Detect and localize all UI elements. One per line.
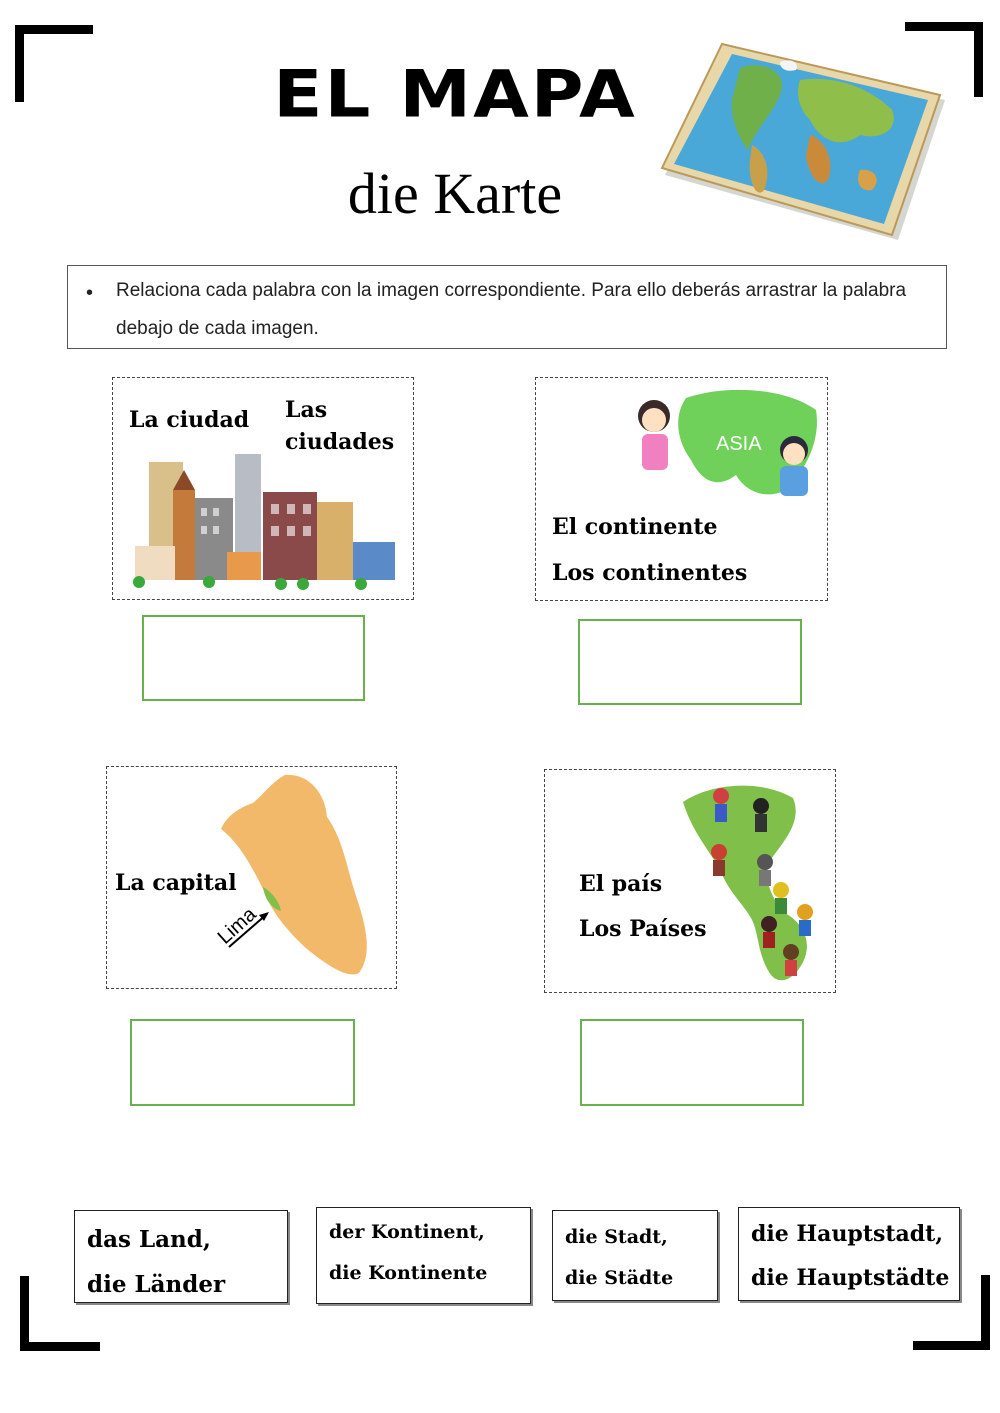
world-map-image [660,40,950,245]
word-tile-die-stadt[interactable] [552,1210,718,1301]
card-capital-label: La capital [115,870,237,896]
card-capital [106,766,397,989]
asia-map-label: ASIA [716,433,762,455]
instruction-text: Relaciona cada palabra con la imagen correspondiente. Para ello deberás arrastrar la palabra debajo de cada imagen. [116,280,907,339]
asia-children-image [616,380,826,515]
americas-people-image [673,772,837,992]
card-ciudad-label-singular: La ciudad [129,407,250,433]
lima-label: Lima [213,903,261,949]
instruction-box [67,265,947,349]
card-continente [535,377,828,601]
word-tile-line-1: der Kontinent, [329,1221,485,1243]
word-tile-line-2: die Hauptstädte [751,1265,950,1291]
city-buildings-image [131,442,403,592]
drop-zone-continente[interactable] [578,619,802,705]
corner-bracket-bottom-right [981,1275,990,1350]
word-tile-line-1: die Hauptstadt, [751,1221,943,1247]
page-title: EL MAPA [273,56,637,132]
word-tile-line-1: die Stadt, [565,1226,668,1248]
word-tile-line-2: die Kontinente [329,1262,488,1284]
card-pais [544,769,836,993]
word-tile-das-land[interactable] [74,1210,288,1303]
drop-zone-ciudad[interactable] [142,615,365,701]
word-tile-die-hauptstadt[interactable] [738,1207,960,1301]
corner-bracket-top-right [905,22,983,31]
corner-bracket-bottom-left [20,1276,29,1351]
card-continente-label-singular: El continente [552,514,718,540]
drop-zone-pais[interactable] [580,1019,804,1106]
word-tile-line-2: die Länder [87,1271,226,1298]
card-pais-label-plural: Los Países [579,916,707,942]
corner-bracket-bottom-left [20,1342,100,1351]
drop-zone-capital[interactable] [130,1019,355,1106]
word-tile-line-1: das Land, [87,1226,211,1253]
bullet-icon: • [86,282,94,304]
card-pais-label-singular: El país [579,871,663,897]
page-subtitle: die Karte [347,161,563,226]
word-tile-der-kontinent[interactable] [316,1207,531,1304]
card-ciudad [112,377,414,600]
corner-bracket-top-right [974,22,983,97]
corner-bracket-bottom-right [913,1341,990,1350]
corner-bracket-top-left [15,25,93,34]
card-continente-label-plural: Los continentes [552,560,748,586]
card-ciudad-label-plural: Las ciudades [285,397,395,455]
word-tile-line-2: die Städte [565,1267,674,1289]
